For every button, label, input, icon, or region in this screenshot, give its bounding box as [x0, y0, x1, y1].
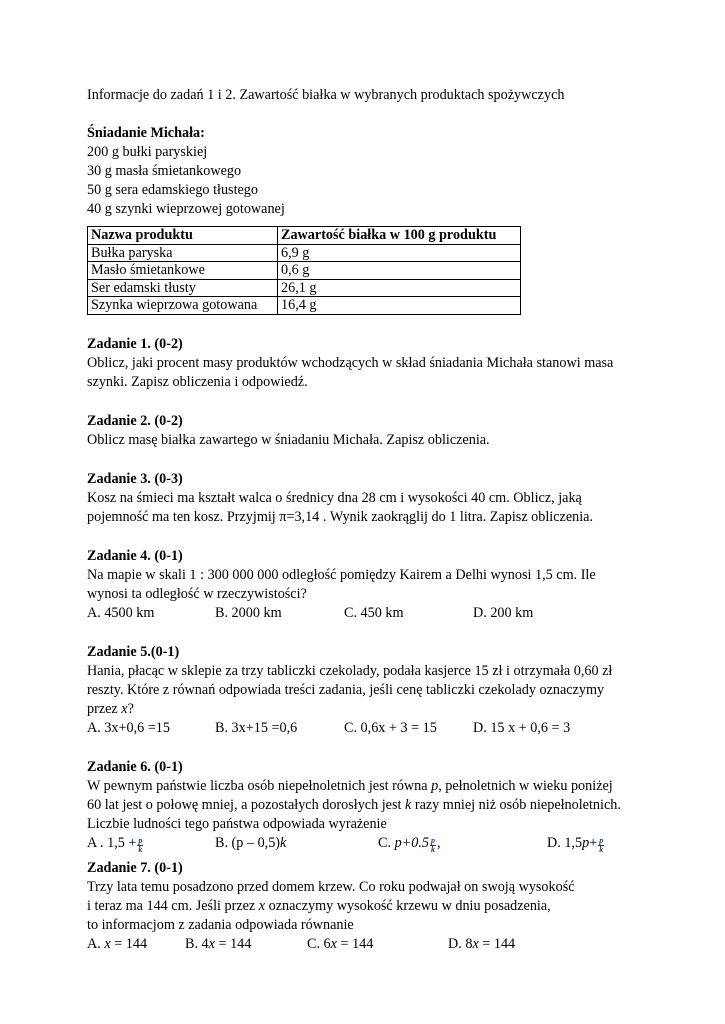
task-text: Liczbie ludności tego państwa odpowiada wyrażenie: [87, 815, 387, 832]
variable-p: p: [431, 777, 439, 794]
task-4: [87, 547, 647, 623]
answer-option-c[interactable]: [378, 834, 441, 854]
task-text: to informacjom z zadania odpowiada równanie: [87, 916, 354, 933]
text-fragment: W pewnym państwie liczba osób niepełnoletnich jest równa: [87, 777, 432, 794]
variable-x: x: [104, 935, 111, 952]
answer-option-b[interactable]: B. 3x+15 =0,6: [215, 719, 298, 736]
fraction-numerator: p: [138, 835, 143, 845]
task-text: [87, 700, 647, 719]
product-name-cell: Szynka wieprzowa gotowana: [88, 297, 278, 315]
task-text: pojemność ma ten kosz. Przyjmij π=3,14 . Wynik zaokrąglij do 1 litra. Zapisz obliczenia.: [87, 508, 594, 525]
option-text: D. 8: [448, 935, 473, 952]
column-header-protein: Zawartość białka w 100 g produktu: [278, 227, 521, 245]
task-title: Zadanie 3. (0-3): [87, 470, 183, 487]
option-text: A . 1,5 +: [87, 834, 137, 851]
breakfast-item: 30 g masła śmietankowego: [87, 163, 242, 179]
task-title: Zadanie 4. (0-1): [87, 547, 183, 564]
answer-option-d[interactable]: [547, 834, 605, 854]
variable-x: x: [472, 935, 479, 952]
answer-options: [87, 719, 647, 738]
option-text: B. 4: [185, 935, 209, 952]
breakfast-item: 200 g bułki paryskiej: [87, 144, 208, 160]
task-text: Oblicz masę białka zawartego w śniadaniu Michała. Zapisz obliczenia.: [87, 431, 490, 448]
variable-p: p: [582, 834, 590, 851]
breakfast-item: 40 g szynki wieprzowej gotowanej: [87, 201, 285, 217]
table-header-row: [88, 227, 521, 245]
variable-k: k: [280, 834, 287, 851]
task-5: [87, 643, 647, 738]
table-row: [88, 279, 521, 297]
answer-option-d[interactable]: D. 200 km: [473, 604, 534, 621]
table-row: [88, 262, 521, 280]
variable-x: x: [258, 897, 266, 914]
option-text: C.: [378, 834, 395, 851]
breakfast-block: [87, 124, 647, 219]
text-fragment: i teraz ma 144 cm. Jeśli przez: [87, 897, 259, 914]
answer-option-a[interactable]: A. 4500 km: [87, 604, 155, 621]
fraction-denominator: k: [138, 844, 143, 854]
answer-options: [87, 935, 647, 954]
protein-value-cell: 6,9 g: [278, 244, 521, 262]
task-title: Zadanie 6. (0-1): [87, 758, 183, 775]
option-text: ,: [436, 834, 441, 851]
variable-x: x: [121, 700, 128, 717]
option-text: C. 6: [307, 935, 331, 952]
column-header-product: Nazwa produktu: [88, 227, 278, 245]
text-fragment: ?: [127, 700, 134, 717]
option-text: = 144: [110, 935, 148, 952]
task-text: Hania, płacąc w sklepie za trzy tabliczki czekolady, podała kasjerce 15 zł i otrzymała 0,60 zł: [87, 662, 613, 679]
breakfast-title: Śniadanie Michała:: [87, 125, 205, 141]
answer-option-c[interactable]: [307, 935, 373, 954]
task-text: reszty. Które z równań odpowiada treści zadania, jeśli cenę tabliczki czekolady oznaczymy: [87, 681, 605, 698]
intro-heading: Informacje do zadań 1 i 2. Zawartość białka w wybranych produktach spożywczych: [87, 87, 565, 103]
protein-value-cell: 16,4 g: [278, 297, 521, 315]
answer-options: [87, 604, 647, 623]
task-title: Zadanie 7. (0-1): [87, 859, 183, 876]
option-text: D. 1,5: [547, 834, 583, 851]
text-fragment: , pełnoletnich w wieku poniżej: [438, 777, 613, 794]
task-text: Trzy lata temu posadzono przed domem krzew. Co roku podwajał on swoją wysokość: [87, 878, 575, 895]
variable-x: x: [330, 935, 337, 952]
answer-option-b[interactable]: [215, 834, 286, 853]
breakfast-item: 50 g sera edamskiego tłustego: [87, 182, 258, 198]
task-text: wynosi ta odległość w rzeczywistości?: [87, 585, 307, 602]
text-fragment: 60 lat jest o połowę mniej, a pozostałych dorosłych jest: [87, 796, 405, 813]
fraction-denominator: k: [599, 844, 604, 854]
variable-k: k: [404, 796, 412, 813]
option-text: = 144: [478, 935, 516, 952]
task-7: [87, 859, 647, 954]
task-title: Zadanie 5.(0-1): [87, 643, 180, 660]
task-1: [87, 335, 647, 392]
option-text: B. (p – 0,5): [215, 834, 281, 851]
protein-value-cell: 0,6 g: [278, 262, 521, 280]
text-fragment: przez: [87, 700, 122, 717]
option-expression: p+0.5: [394, 834, 429, 851]
fraction-p-over-k: [430, 837, 436, 854]
answer-option-a[interactable]: A. 3x+0,6 =15: [87, 719, 170, 736]
table-row: [88, 244, 521, 262]
worksheet-page: [87, 86, 647, 954]
task-text: Kosz na śmieci ma kształt walca o średnicy dna 28 cm i wysokości 40 cm. Oblicz, jaką: [87, 489, 582, 506]
task-2: [87, 412, 647, 450]
option-text: +: [589, 834, 598, 851]
task-3: [87, 470, 647, 527]
product-name-cell: Masło śmietankowe: [88, 262, 278, 280]
fraction-numerator: p: [599, 835, 604, 845]
table-row: [88, 297, 521, 315]
task-title: Zadanie 2. (0-2): [87, 412, 183, 429]
answer-option-b[interactable]: B. 2000 km: [215, 604, 282, 621]
task-text: [87, 796, 647, 815]
answer-options: [87, 834, 647, 853]
task-text: [87, 897, 647, 916]
fraction-denominator: k: [430, 844, 435, 854]
task-text: Oblicz, jaki procent masy produktów wchodzących w skład śniadania Michała stanowi masa: [87, 354, 614, 371]
text-fragment: oznaczymy wysokość krzewu w dniu posadzenia,: [265, 897, 551, 914]
protein-table: [87, 226, 521, 315]
answer-option-b[interactable]: [185, 935, 251, 954]
task-text: [87, 777, 647, 796]
fraction-p-over-k: [137, 837, 143, 854]
variable-x: x: [208, 935, 215, 952]
answer-option-d[interactable]: [448, 935, 515, 954]
task-text: szynki. Zapisz obliczenia i odpowiedź.: [87, 373, 308, 390]
option-text: = 144: [214, 935, 252, 952]
product-name-cell: Bułka paryska: [88, 244, 278, 262]
answer-option-a[interactable]: [87, 834, 144, 854]
fraction-p-over-k: [598, 837, 604, 854]
option-text: A.: [87, 935, 105, 952]
option-text: = 144: [336, 935, 374, 952]
answer-option-a[interactable]: [87, 935, 147, 954]
text-fragment: razy mniej niż osób niepełnoletnich.: [411, 796, 621, 813]
answer-option-c[interactable]: C. 450 km: [344, 604, 404, 621]
answer-option-c[interactable]: C. 0,6x + 3 = 15: [344, 719, 437, 736]
product-name-cell: Ser edamski tłusty: [88, 279, 278, 297]
protein-value-cell: 26,1 g: [278, 279, 521, 297]
task-title: Zadanie 1. (0-2): [87, 335, 183, 352]
task-6: [87, 758, 647, 853]
answer-option-d[interactable]: D. 15 x + 0,6 = 3: [473, 719, 571, 736]
task-text: Na mapie w skali 1 : 300 000 000 odległość pomiędzy Kairem a Delhi wynosi 1,5 cm. Ile: [87, 566, 596, 583]
fraction-numerator: p: [430, 835, 435, 845]
